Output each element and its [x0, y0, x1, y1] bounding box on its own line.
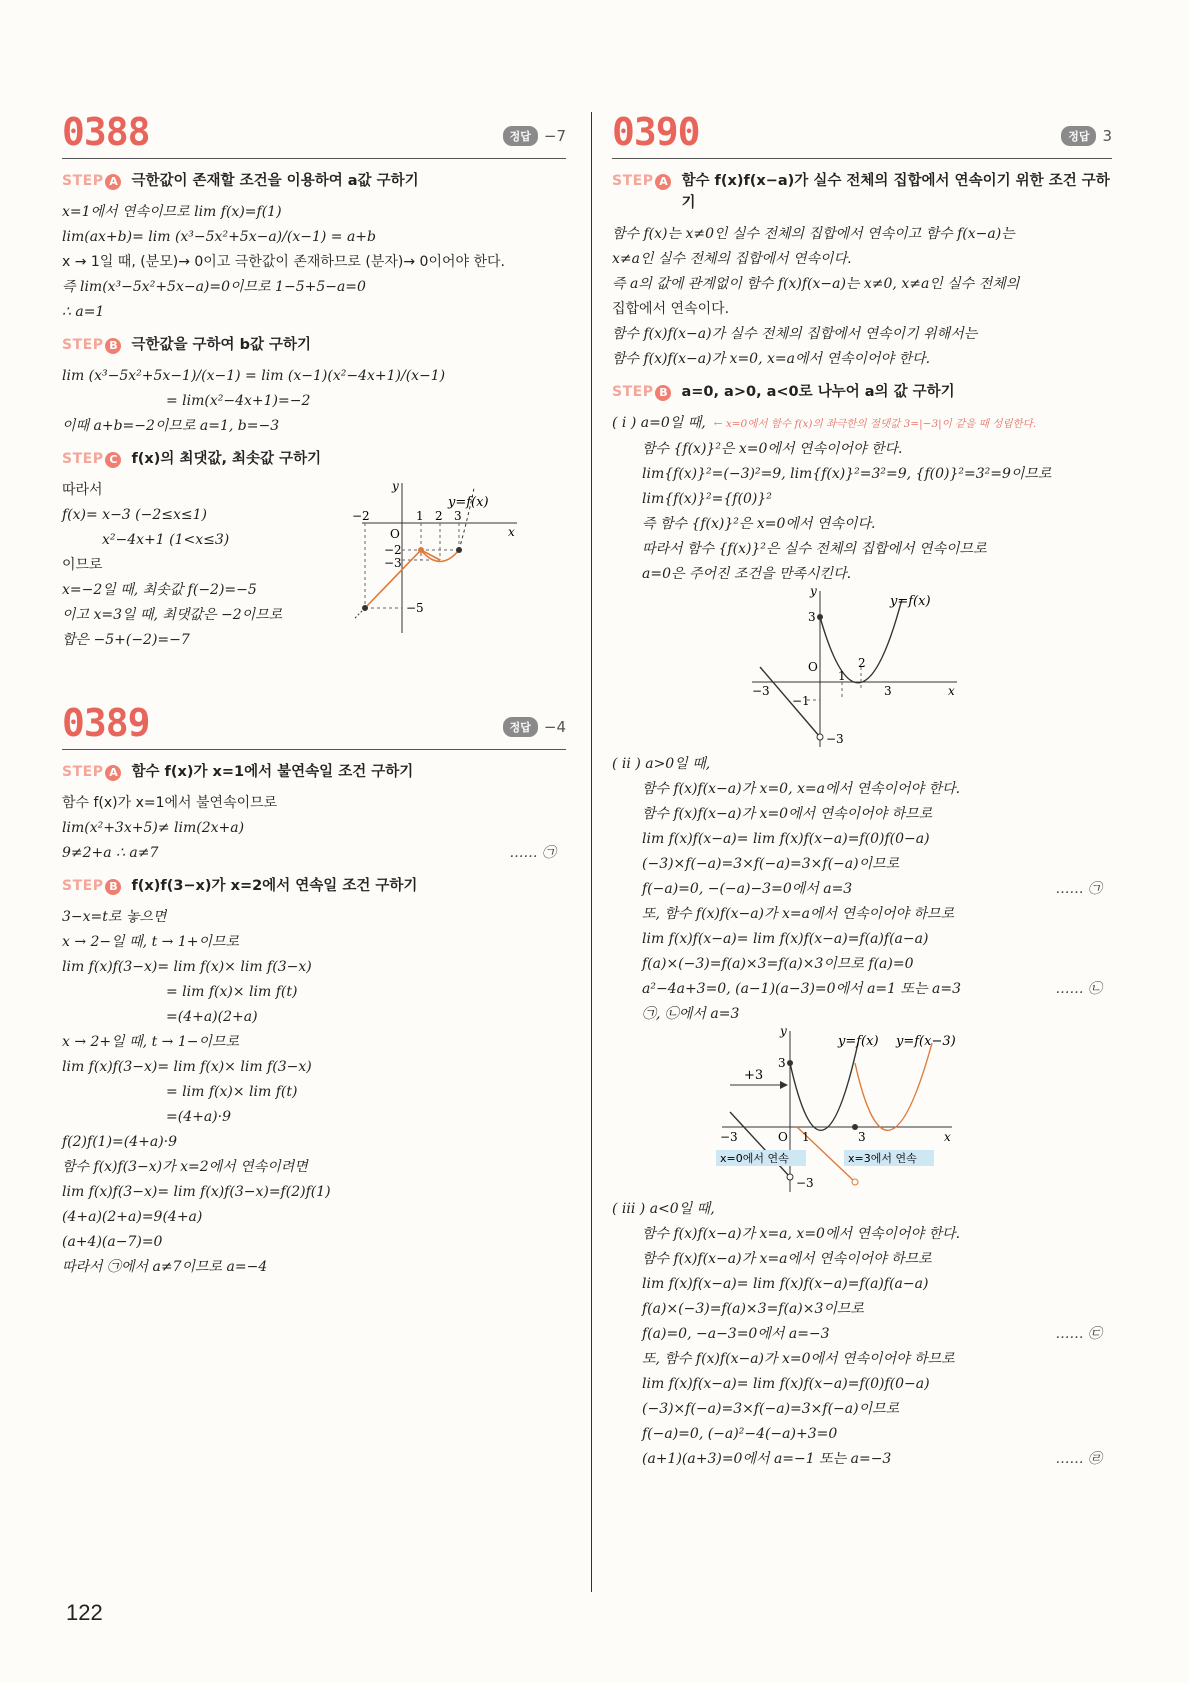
solution-line: 합은 −5+(−2)=−7 [62, 632, 190, 648]
solution-line: (−3)×f(−a)=3×f(−a)=3×f(−a)이므로 [642, 1401, 900, 1417]
solution-line: 이므로 [62, 557, 103, 573]
solution-line: 즉 lim(x³−5x²+5x−a)=0이므로 1−5+5−a=0 [62, 279, 366, 295]
solution-line: =(4+a)(2+a) [166, 1009, 258, 1025]
tick-label: −1 [792, 694, 810, 708]
case-heading: ( iii ) a<0일 때, [612, 1201, 715, 1217]
case-heading [612, 411, 1112, 437]
equation-tag: …… ㉣ [1055, 1451, 1102, 1467]
tick-label: 3 [808, 610, 816, 624]
continuity-note: x=0에서 연속 [720, 1152, 789, 1165]
origin-label: O [778, 1130, 788, 1144]
solution-line-tagged [612, 1322, 1112, 1347]
solution-line: (a+4)(a−7)=0 [62, 1234, 163, 1250]
solution-line: 함수 {f(x)}²은 x=0에서 연속이어야 한다. [642, 441, 903, 457]
solution-line: lim f(x)f(x−a)= lim f(x)f(x−a)=f(0)f(0−a) [642, 831, 930, 847]
problem-header-0389 [62, 699, 566, 750]
solution-line: 함수 f(x)가 x=1에서 불연속이므로 [62, 795, 278, 811]
solution-line-tagged [612, 1447, 1112, 1472]
right-column [612, 108, 1112, 1472]
equation-tag: …… ㉠ [1055, 881, 1102, 897]
solution-line: x → 1일 때, (분모)→ 0이고 극한값이 존재하므로 (분자)→ 0이어야 한다. [62, 254, 505, 270]
curve-shift-parabola [855, 1043, 932, 1130]
equation-tag: …… ㉡ [1055, 981, 1102, 997]
solution-line: x≠a인 실수 전체의 집합에서 연속이다. [612, 251, 852, 267]
step-b-heading [62, 878, 566, 897]
graph-label: y=f(x) [448, 495, 489, 510]
step-letter-icon: A [105, 174, 121, 190]
step-label: STEP [62, 337, 104, 353]
step-b-heading [62, 337, 566, 356]
tick-label: −3 [384, 556, 402, 570]
answer-box [1061, 126, 1112, 146]
solution-line-tagged [612, 977, 1112, 1002]
tick-label: 2 [858, 656, 866, 670]
step-letter-icon: C [105, 452, 121, 468]
solution-line: x → 2+일 때, t → 1−이므로 [62, 1034, 240, 1050]
junction-dot [418, 547, 424, 553]
graph-0390-case2 [612, 1027, 1112, 1197]
solution-line: lim (x³−5x²+5x−1)/(x−1) = lim (x−1)(x²−4x+1)/(x−1) [62, 368, 446, 384]
solution-line: (4+a)(2+a)=9(4+a) [62, 1209, 203, 1225]
solution-line: 함수 f(x)f(x−a)가 x=0에서 연속이어야 하므로 [642, 806, 933, 822]
solution-line: ∴ a=1 [62, 304, 105, 320]
curve-parabola-segment [820, 599, 902, 683]
origin-label: O [390, 527, 400, 541]
tick-label: 2 [435, 509, 443, 523]
continuity-note: x=3에서 연속 [848, 1152, 917, 1165]
equation: (a+1)(a+3)=0에서 a=−1 또는 a=−3 [642, 1451, 892, 1467]
solution-line: x=1에서 연속이므로 lim f(x)=f(1) [62, 204, 282, 220]
axis-label: y [392, 479, 399, 493]
tick-label: −3 [826, 732, 844, 746]
tick-label: 3 [858, 1130, 866, 1144]
arrow-head-icon [780, 1081, 788, 1089]
solution-line: = lim(x²−4x+1)=−2 [166, 393, 311, 409]
step-title: 함수 f(x)가 x=1에서 불연속일 조건 구하기 [131, 764, 414, 780]
solution-line: lim{f(x)}²={f(0)}² [642, 491, 772, 507]
solution-line: (−3)×f(−a)=3×f(−a)=3×f(−a)이므로 [642, 856, 900, 872]
column-divider [591, 112, 592, 1592]
step-title: 극한값이 존재할 조건을 이용하여 a값 구하기 [131, 173, 419, 189]
tick-label: −5 [406, 601, 424, 615]
side-note: ← x=0에서 함수 f(x)의 좌극한의 절댓값 3=|−3|이 같을 때 성립한다. [713, 418, 1037, 430]
problem-number: 0390 [612, 110, 700, 154]
solution-line: x → 2−일 때, t → 1+이므로 [62, 934, 240, 950]
tick-label: 1 [416, 509, 424, 523]
solution-line: lim f(x)f(x−a)= lim f(x)f(x−a)=f(0)f(0−a) [642, 1376, 930, 1392]
step-title: 함수 f(x)f(x−a)가 실수 전체의 집합에서 연속이기 위한 조건 구하기 [681, 173, 1110, 211]
step-label: STEP [62, 878, 104, 894]
solution-line: 또, 함수 f(x)f(x−a)가 x=a에서 연속이어야 하므로 [642, 906, 955, 922]
step-title: 극한값을 구하여 b값 구하기 [131, 337, 312, 353]
solution-line: ㉠, ㉡에서 a=3 [642, 1006, 740, 1022]
graph-0390-case1 [612, 587, 1112, 752]
step-title: f(x)f(3−x)가 x=2에서 연속일 조건 구하기 [131, 878, 418, 894]
solution-line: 즉 a의 값에 관계없이 함수 f(x)f(x−a)는 x≠0, x≠a인 실수 전체의 [612, 276, 1020, 292]
problem-number: 0389 [62, 701, 150, 745]
left-column [62, 108, 566, 1280]
solution-line: f(a)×(−3)=f(a)×3=f(a)×3이므로 f(a)=0 [642, 956, 914, 972]
answer-badge: 정답 [503, 126, 538, 146]
answer-badge: 정답 [1061, 126, 1096, 146]
piecewise-line: f(x)= x−3 (−2≤x≤1) [62, 507, 207, 523]
solution-line: lim f(x)f(3−x)= lim f(x)× lim f(3−x) [62, 959, 312, 975]
axis-label: x [948, 684, 955, 698]
solution-line: lim f(x)f(x−a)= lim f(x)f(x−a)=f(a)f(a−a) [642, 931, 929, 947]
answer-value: −4 [543, 718, 566, 736]
solution-line: 즉 함수 {f(x)}²은 x=0에서 연속이다. [642, 516, 876, 532]
step-a-heading [62, 764, 566, 783]
filled-dot [787, 1060, 793, 1066]
answer-value: −7 [543, 127, 566, 145]
graph-label: y=f(x) [838, 1034, 879, 1049]
graph-label: y=f(x−3) [896, 1034, 956, 1049]
solution-line: f(2)f(1)=(4+a)·9 [62, 1134, 178, 1150]
tick-label: −3 [720, 1130, 738, 1144]
tick-label: −3 [796, 1176, 814, 1190]
piecewise-line: x²−4x+1 (1<x≤3) [102, 532, 230, 548]
equation: f(−a)=0, −(−a)−3=0에서 a=3 [642, 881, 853, 897]
curve-f-parabola [790, 1043, 858, 1130]
equation-tag: …… ㉠ [509, 845, 556, 861]
equation: a²−4a+3=0, (a−1)(a−3)=0에서 a=1 또는 a=3 [642, 981, 961, 997]
step-title: a=0, a>0, a<0로 나누어 a의 값 구하기 [681, 384, 955, 400]
tick-label: 3 [884, 684, 892, 698]
solution-line: 따라서 ㉠에서 a≠7이므로 a=−4 [62, 1259, 268, 1275]
problem-header-0390 [612, 108, 1112, 159]
equation: f(a)=0, −a−3=0에서 a=−3 [642, 1326, 830, 1342]
step-title: f(x)의 최댓값, 최솟값 구하기 [131, 451, 322, 467]
tick-label: −3 [752, 684, 770, 698]
solution-line: f(−a)=0, (−a)²−4(−a)+3=0 [642, 1426, 838, 1442]
solution-line: 함수 f(x)f(x−a)가 x=a, x=0에서 연속이어야 한다. [642, 1226, 961, 1242]
problem-number: 0388 [62, 110, 150, 154]
tick-label: −2 [384, 543, 402, 557]
case-heading: ( ii ) a>0일 때, [612, 756, 711, 772]
answer-value: 3 [1102, 127, 1112, 145]
step-a-heading [612, 173, 1112, 214]
solution-line: 3−x=t로 놓으면 [62, 909, 167, 925]
axis-label: x [944, 1130, 951, 1144]
step-b-heading [612, 384, 1112, 403]
tick-label: 1 [802, 1130, 810, 1144]
page-number: 122 [66, 1600, 103, 1625]
tick-label: 3 [454, 509, 462, 523]
solution-line: lim f(x)f(3−x)= lim f(x)× lim f(3−x) [62, 1059, 312, 1075]
graph-label: y=f(x) [890, 594, 931, 609]
endpoint-dot [362, 605, 368, 611]
filled-dot [817, 614, 823, 620]
tick-label: 3 [778, 1056, 786, 1070]
solution-line: lim(x²+3x+5)≠ lim(2x+a) [62, 820, 245, 836]
solution-line-tagged [612, 877, 1112, 902]
answer-badge: 정답 [503, 717, 538, 737]
solution-line: 함수 f(x)f(x−a)가 실수 전체의 집합에서 연속이기 위해서는 [612, 326, 978, 342]
equation: 9≠2+a ∴ a≠7 [62, 845, 159, 861]
curve-line-segment [760, 667, 820, 737]
endpoint-dot [456, 547, 462, 553]
solution-line: lim(ax+b)= lim (x³−5x²+5x−a)/(x−1) = a+b [62, 229, 376, 245]
solution-line: 집합에서 연속이다. [612, 301, 730, 317]
solution-line: lim{f(x)}²=(−3)²=9, lim{f(x)}²=3²=9, {f(0)}²=3²=9이므로 [642, 466, 1052, 482]
solution-line: a=0은 주어진 조건을 만족시킨다. [642, 566, 852, 582]
shift-label: +3 [744, 1068, 764, 1083]
step-label: STEP [62, 764, 104, 780]
solution-line: lim f(x)f(x−a)= lim f(x)f(x−a)=f(a)f(a−a) [642, 1276, 929, 1292]
step-c-heading [62, 451, 566, 470]
solution-line: = lim f(x)× lim f(t) [166, 1084, 298, 1100]
axis-label: x [508, 525, 515, 539]
step-a-heading [62, 173, 566, 192]
solution-line: 함수 f(x)f(3−x)가 x=2에서 연속이려면 [62, 1159, 308, 1175]
equation-tag: …… ㉢ [1055, 1326, 1102, 1342]
solution-line: 함수 f(x)f(x−a)가 x=0, x=a에서 연속이어야 한다. [642, 781, 961, 797]
step-label: STEP [612, 173, 654, 189]
open-dot [817, 734, 823, 740]
solution-line: 이고 x=3일 때, 최댓값은 −2이므로 [62, 607, 283, 623]
open-dot [787, 1174, 793, 1180]
solution-line: 또, 함수 f(x)f(x−a)가 x=0에서 연속이어야 하므로 [642, 1351, 955, 1367]
step-label: STEP [62, 451, 104, 467]
solution-line: 함수 f(x)f(x−a)가 x=a에서 연속이어야 하므로 [642, 1251, 932, 1267]
curve-f-line [730, 1112, 790, 1177]
solution-line: 함수 f(x)f(x−a)가 x=0, x=a에서 연속이어야 한다. [612, 351, 931, 367]
origin-label: O [808, 660, 818, 674]
tick-label: 1 [838, 669, 846, 683]
axis-label: y [780, 1027, 787, 1038]
step-letter-icon: A [105, 765, 121, 781]
step-letter-icon: B [105, 338, 121, 354]
tick-label: −2 [352, 509, 370, 523]
solution-line: 이때 a+b=−2이므로 a=1, b=−3 [62, 418, 280, 434]
step-letter-icon: B [105, 879, 121, 895]
problem-header-0388 [62, 108, 566, 159]
solution-line: =(4+a)·9 [166, 1109, 231, 1125]
solution-line: x=−2일 때, 최솟값 f(−2)=−5 [62, 582, 257, 598]
solution-line: 따라서 함수 {f(x)}²은 실수 전체의 집합에서 연속이므로 [642, 541, 987, 557]
solution-line: lim f(x)f(3−x)= lim f(x)f(3−x)=f(2)f(1) [62, 1184, 331, 1200]
step-label: STEP [612, 384, 654, 400]
step-letter-icon: A [655, 174, 671, 190]
step-c-text [62, 478, 332, 653]
open-dot [852, 1179, 858, 1185]
solution-line-tagged [62, 841, 566, 866]
solution-line: 함수 f(x)는 x≠0인 실수 전체의 집합에서 연속이고 함수 f(x−a)는 [612, 226, 1015, 242]
case-title: ( i ) a=0일 때, [612, 415, 706, 431]
graph-0388 [352, 478, 522, 638]
axis-label: y [810, 587, 817, 598]
answer-box [503, 717, 566, 737]
solution-line: 따라서 [62, 482, 103, 498]
answer-box [503, 126, 566, 146]
step-letter-icon: B [655, 385, 671, 401]
solution-line: f(a)×(−3)=f(a)×3=f(a)×3이므로 [642, 1301, 864, 1317]
step-c-body [62, 478, 566, 653]
solution-line: = lim f(x)× lim f(t) [166, 984, 298, 1000]
step-label: STEP [62, 173, 104, 189]
